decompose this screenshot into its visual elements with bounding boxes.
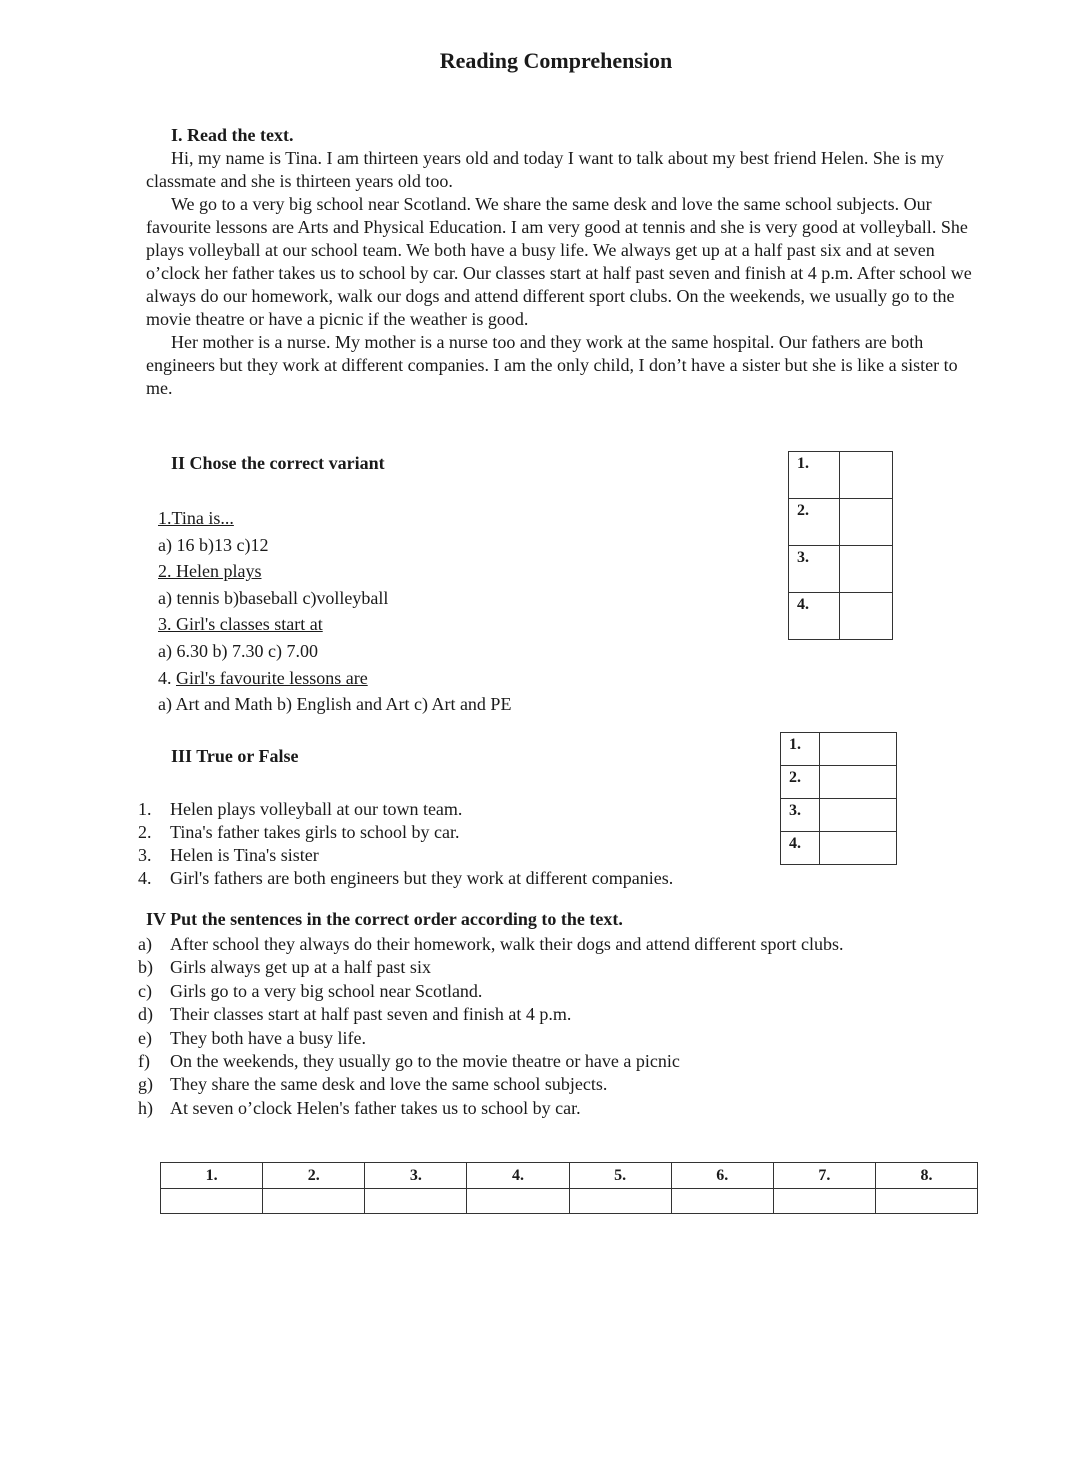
multiple-choice-questions xyxy=(158,505,718,718)
paragraph-3: Her mother is a nurse. My mother is a nurse too and they work at the same hospital. Our fathers are both engineers but they work at different companies. I am the only child, I don’t have a sister but she is like a sister to me. xyxy=(146,332,958,398)
order-cell[interactable] xyxy=(365,1189,467,1214)
list-item: c) Girls go to a very big school near Scotland. xyxy=(138,980,483,1001)
answer-label: 1. xyxy=(781,733,820,766)
list-item: f) On the weekends, they usually go to the movie theatre or have a picnic xyxy=(138,1050,680,1071)
answer-label: 3. xyxy=(781,799,820,832)
section-4-heading: IV Put the sentences in the correct order according to the text. xyxy=(146,909,623,929)
order-label: 8. xyxy=(875,1163,977,1189)
answer-cell[interactable] xyxy=(820,832,897,865)
paragraph-1: Hi, my name is Tina. I am thirteen years old and today I want to talk about my best friend Helen. She is my classmate and she is thirteen years old too. xyxy=(146,148,944,191)
question-1-options: a) 16 b)13 c)12 xyxy=(158,534,269,555)
order-cell[interactable] xyxy=(467,1189,569,1214)
order-label: 6. xyxy=(671,1163,773,1189)
question-3-options: a) 6.30 b) 7.30 c) 7.00 xyxy=(158,640,318,661)
question-4-number: 4. xyxy=(158,667,176,688)
list-item: g) They share the same desk and love the same school subjects. xyxy=(138,1074,608,1095)
answer-cell[interactable] xyxy=(820,733,897,766)
section-3-answer-grid xyxy=(780,732,897,865)
answer-label: 4. xyxy=(789,593,840,640)
list-item: e) They both have a busy life. xyxy=(138,1027,366,1048)
answer-label: 1. xyxy=(789,452,840,499)
order-label: 5. xyxy=(569,1163,671,1189)
question-3: 3. Girl's classes start at xyxy=(158,614,323,635)
order-label: 3. xyxy=(365,1163,467,1189)
section-3-heading: III True or False xyxy=(171,746,299,766)
order-cell[interactable] xyxy=(671,1189,773,1214)
answer-label: 2. xyxy=(789,499,840,546)
question-4-options: a) Art and Math b) English and Art c) Art and PE xyxy=(158,694,512,715)
answer-cell[interactable] xyxy=(820,799,897,832)
answer-cell[interactable] xyxy=(840,499,893,546)
ordering-list xyxy=(138,933,1038,1120)
order-cell[interactable] xyxy=(263,1189,365,1214)
answer-cell[interactable] xyxy=(840,546,893,593)
paragraph-2: We go to a very big school near Scotland. We share the same desk and love the same school subjects. Our favourite lessons are Arts and Physical Education. I am very good at tennis and she is very good at volleyball. She plays volleyball at our school team. We both have a busy life. We always get up at a half past six and at seven o’clock her father takes us to school by car. Our classes start at half past seven and finish at 4 p.m. After school we always do our homework, walk our dogs and attend different sport clubs. On the weekends, we usually go to the movie theatre or have a picnic if the weather is good. xyxy=(146,194,972,329)
section-2-heading: II Chose the correct variant xyxy=(171,453,385,473)
section-reading xyxy=(146,124,976,400)
answer-label: 3. xyxy=(789,546,840,593)
list-item: a) After school they always do their homework, walk their dogs and attend different sport clubs. xyxy=(138,934,844,954)
order-label: 4. xyxy=(467,1163,569,1189)
list-item: h) At seven o’clock Helen's father takes us to school by car. xyxy=(138,1097,581,1118)
answer-label: 2. xyxy=(781,766,820,799)
list-item: 3. Helen is Tina's sister xyxy=(138,845,319,865)
page-title: Reading Comprehension xyxy=(439,48,673,73)
list-item: 2. Tina's father takes girls to school by car. xyxy=(138,822,460,842)
order-cell[interactable] xyxy=(773,1189,875,1214)
order-label: 1. xyxy=(161,1163,263,1189)
answer-label: 4. xyxy=(781,832,820,865)
order-cell[interactable] xyxy=(569,1189,671,1214)
question-4: Girl's favourite lessons are xyxy=(176,667,368,688)
order-label: 7. xyxy=(773,1163,875,1189)
section-2-answer-grid xyxy=(788,451,893,640)
answer-cell[interactable] xyxy=(840,452,893,499)
section-1-heading: I. Read the text. xyxy=(171,125,294,145)
order-cell[interactable] xyxy=(161,1189,263,1214)
order-answer-grid xyxy=(160,1162,978,1214)
answer-cell[interactable] xyxy=(820,766,897,799)
list-item: b) Girls always get up at a half past six xyxy=(138,957,431,978)
list-item: 1. Helen plays volleyball at our town team. xyxy=(138,799,463,819)
list-item: 4. Girl's fathers are both engineers but they work at different companies. xyxy=(138,868,674,888)
question-2-options: a) tennis b)baseball c)volleyball xyxy=(158,587,389,608)
question-2: 2. Helen plays xyxy=(158,561,262,582)
order-cell[interactable] xyxy=(875,1189,977,1214)
list-item: d) Their classes start at half past seven and finish at 4 p.m. xyxy=(138,1004,572,1025)
true-false-list xyxy=(138,798,778,890)
answer-cell[interactable] xyxy=(840,593,893,640)
question-1: 1.Tina is... xyxy=(158,508,234,528)
order-label: 2. xyxy=(263,1163,365,1189)
